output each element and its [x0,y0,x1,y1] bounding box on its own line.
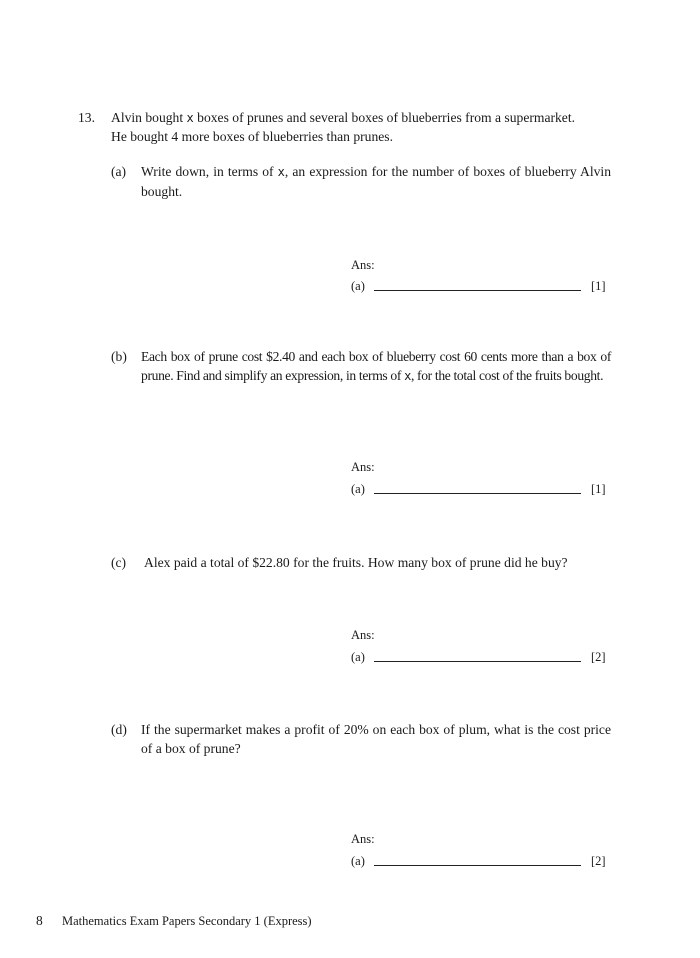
part-c-answer-line[interactable] [374,661,581,662]
part-d-label: (d) [111,722,127,737]
part-b-ans-sub: (a) [351,482,365,496]
page-number: 8 [36,913,43,928]
question-number: 13. [78,110,95,125]
part-a-label: (a) [111,164,127,179]
part-d-marks: [2] [591,854,606,868]
part-d-text: If the supermarket makes a profit of 20% on each box of plum, what is the cost price of a box of prune? [141,722,611,756]
question-stem-line1 [111,108,611,128]
part-a-variable: x [277,165,285,179]
part-a-marks: [1] [591,279,606,293]
part-b-answer-line[interactable] [374,493,581,494]
part-d-ans-label: Ans: [351,832,375,846]
part-c-ans-sub: (a) [351,650,365,664]
stem-text-pre: Alvin bought [111,110,187,125]
part-a-answer-line[interactable] [374,290,581,291]
footer-title: Mathematics Exam Papers Secondary 1 (Express) [62,914,312,928]
part-b-variable: x [404,369,411,383]
part-b-label: (b) [111,349,127,364]
part-a-text: Write down, in terms of x, an expression for the number of boxes of blueberry Alvin bought. [141,164,611,199]
stem-variable: x [186,111,194,125]
part-c-ans-label: Ans: [351,628,375,642]
part-b-ans-label: Ans: [351,460,375,474]
part-c-text: Alex paid a total of $22.80 for the fruits. How many box of prune did he buy? [144,555,568,570]
part-d-ans-sub: (a) [351,854,365,868]
part-b-marks: [1] [591,482,606,496]
part-a-ans-label: Ans: [351,258,375,272]
part-c-marks: [2] [591,650,606,664]
part-d-answer-line[interactable] [374,865,581,866]
stem-text-post: boxes of prunes and several boxes of blueberries from a supermarket. [193,110,576,125]
part-a-ans-sub: (a) [351,279,365,293]
question-stem-line2: He bought 4 more boxes of blueberries than prunes. [111,129,393,144]
part-c-label: (c) [111,555,127,570]
part-b-text: Each box of prune cost $2.40 and each box of blueberry cost 60 cents more than a box of prune. Find and simplify an expression, in terms of x, for the total cost of the fruits bought. [141,349,611,383]
